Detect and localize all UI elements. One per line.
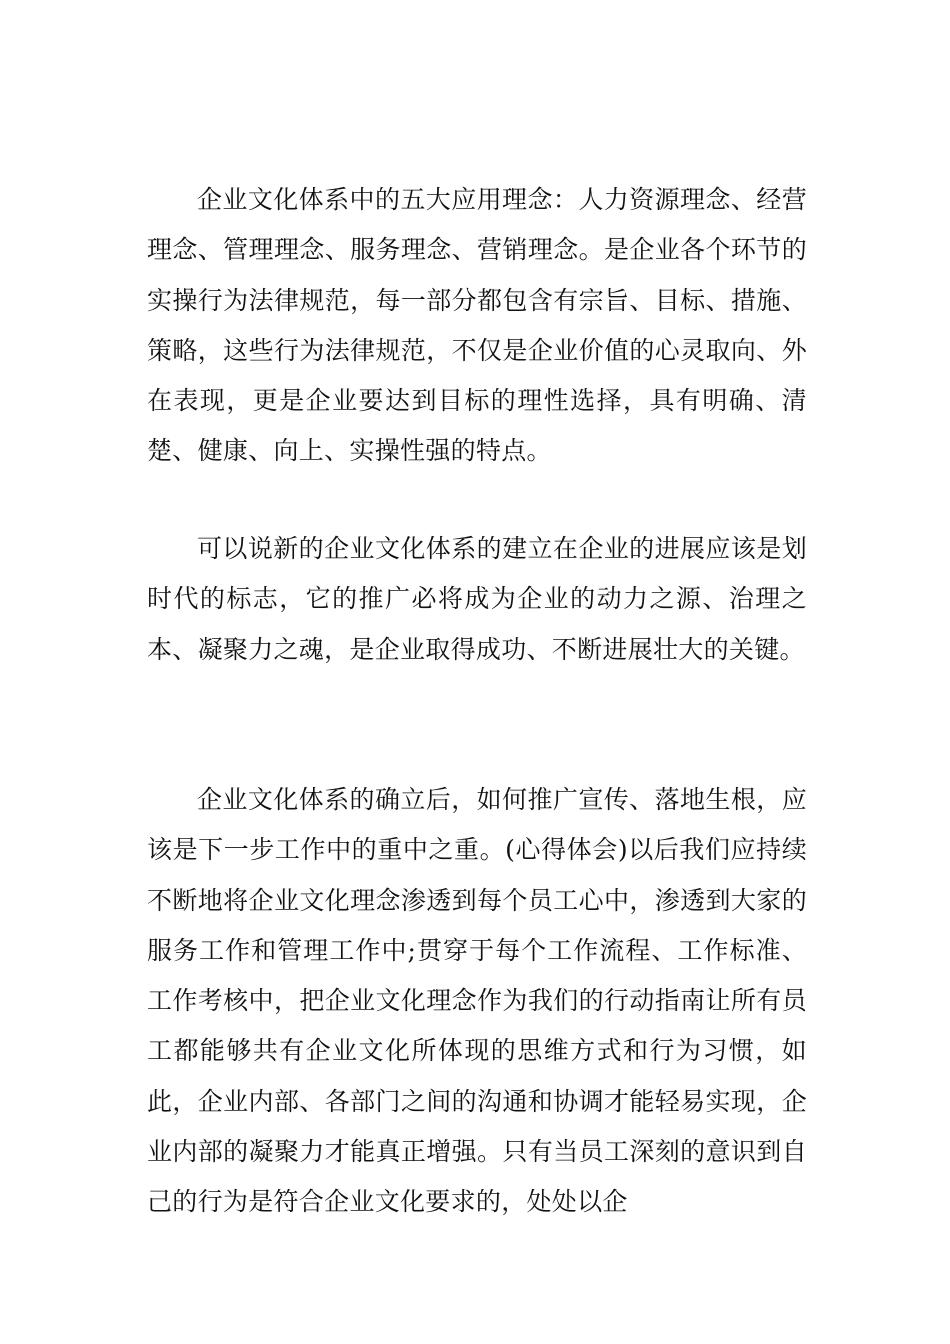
paragraph-application-concepts: 企业文化体系中的五大应用理念：人力资源理念、经营理念、管理理念、服务理念、营销理念。是企业各个环节的实操行为法律规范，每一部分都包含有宗旨、目标、措施、策略，这些行为法律规范，不仅是企业价值的心灵取向、外在表现，更是企业要达到目标的理性选择，具有明确、清楚、健康、向上、实操性强的特点。: [147, 185, 807, 466]
paragraph-culture-implementation: 企业文化体系的确立后，如何推广宣传、落地生根，应该是下一步工作中的重中之重。(心得体会)以后我们应持续不断地将企业文化理念渗透到每个员工心中，渗透到大家的服务工作和管理工作中;贯穿于每个工作流程、工作标准、工作考核中，把企业文化理念作为我们的行动指南让所有员工都能够共有企业文化所体现的思维方式和行为习惯，如此，企业内部、各部门之间的沟通和协调才能轻易实现，企业内部的凝聚力才能真正增强。只有当员工深刻的意识到自己的行为是符合企业文化要求的，处处以企: [147, 785, 807, 1217]
paragraph-culture-significance: 可以说新的企业文化体系的建立在企业的进展应该是划时代的标志，它的推广必将成为企业的动力之源、治理之本、凝聚力之魂，是企业取得成功、不断进展壮大的关键。: [147, 534, 807, 664]
